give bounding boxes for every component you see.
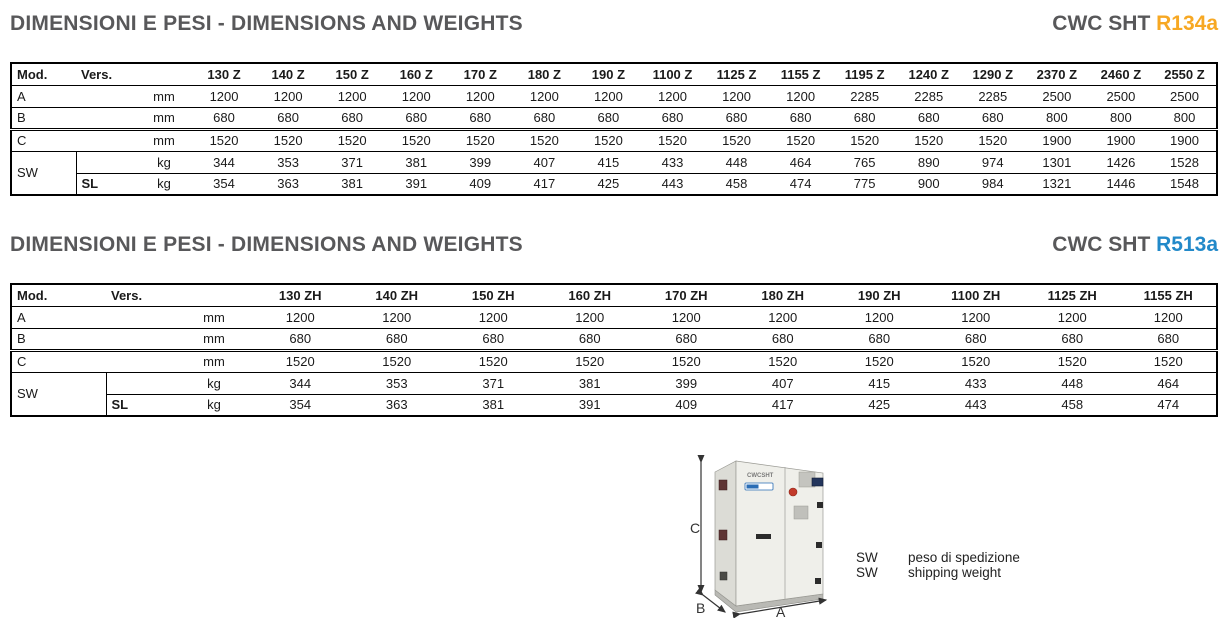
dimensions-table-r134a [10,62,1218,196]
table-row [11,129,1217,151]
model-column-header: 1100 ZH [928,284,1025,306]
value-cell: 1520 [512,129,576,151]
value-cell: 464 [1121,372,1218,394]
model-column-header: 1290 Z [961,63,1025,85]
value-cell: 680 [542,328,639,350]
value-cell: 448 [1024,372,1121,394]
model-column-header: 190 Z [576,63,640,85]
hinge [815,578,821,584]
value-cell: 344 [192,151,256,173]
value-cell: 458 [1024,394,1121,416]
hinge [817,502,823,508]
table-row [11,107,1217,129]
table-row-sw [11,372,1217,394]
value-cell: 765 [833,151,897,173]
value-cell: 1520 [831,350,928,372]
value-cell: 1520 [320,129,384,151]
value-cell: 371 [445,372,542,394]
value-cell: 890 [897,151,961,173]
red-emblem [789,488,797,496]
value-cell: 680 [384,107,448,129]
value-cell: 680 [735,328,832,350]
value-cell: 1200 [384,85,448,107]
value-cell: 363 [256,173,320,195]
value-cell: 409 [638,394,735,416]
value-cell: 1900 [1089,129,1153,151]
value-cell: 1200 [445,306,542,328]
value-cell: 407 [735,372,832,394]
value-cell: 1900 [1153,129,1217,151]
value-cell: 1200 [448,85,512,107]
value-cell: 974 [961,151,1025,173]
value-cell: 2500 [1025,85,1089,107]
value-cell: 1200 [1024,306,1121,328]
value-cell: 1520 [1024,350,1121,372]
model-column-header: 190 ZH [831,284,928,306]
model-column-header: 170 ZH [638,284,735,306]
vent-grille [794,506,808,519]
unit-illustration [690,446,850,618]
value-cell: 2285 [961,85,1025,107]
value-cell: 474 [1121,394,1218,416]
section2-title: DIMENSIONI E PESI - DIMENSIONS AND WEIGHTS [10,233,523,256]
refrigerant-r134a: R134a [1156,12,1218,35]
value-cell: 680 [705,107,769,129]
latch [719,480,727,490]
value-cell: 800 [1153,107,1217,129]
value-cell: 1321 [1025,173,1089,195]
value-cell: 680 [320,107,384,129]
row-vers [106,372,176,394]
value-cell: 680 [928,328,1025,350]
handle-slot [756,534,771,539]
value-cell: 1520 [928,350,1025,372]
row-label-sw: SW [11,151,76,195]
value-cell: 409 [448,173,512,195]
value-cell: 458 [705,173,769,195]
value-cell: 1200 [928,306,1025,328]
table-row-sl [11,173,1217,195]
model-column-header: 140 Z [256,63,320,85]
value-cell: 1548 [1153,173,1217,195]
latch [719,530,727,540]
legend-abbr: SW [856,565,878,580]
value-cell: 1200 [542,306,639,328]
model-column-header: 1125 Z [705,63,769,85]
value-cell: 680 [961,107,1025,129]
value-cell: 1200 [256,85,320,107]
value-cell: 1520 [542,350,639,372]
value-cell: 474 [769,173,833,195]
row-label: C [11,129,136,151]
value-cell: 1200 [831,306,928,328]
table-row [11,328,1217,350]
row-label: A [11,85,136,107]
row-unit: mm [176,350,252,372]
value-cell: 680 [252,328,349,350]
value-cell: 1200 [349,306,446,328]
value-cell: 417 [512,173,576,195]
row-vers-sl: SL [76,173,136,195]
model-column-header: 170 Z [448,63,512,85]
value-cell: 1520 [735,350,832,372]
value-cell: 433 [928,372,1025,394]
value-cell: 1520 [448,129,512,151]
hinge [816,542,822,548]
value-cell: 353 [349,372,446,394]
value-cell: 354 [192,173,256,195]
value-cell: 1900 [1025,129,1089,151]
model-column-header: 180 ZH [735,284,832,306]
value-cell: 1520 [445,350,542,372]
value-cell: 443 [928,394,1025,416]
value-cell: 1200 [640,85,704,107]
model-column-header: 130 Z [192,63,256,85]
model-column-header: 2370 Z [1025,63,1089,85]
value-cell: 344 [252,372,349,394]
value-cell: 680 [638,328,735,350]
value-cell: 680 [445,328,542,350]
product-name: CWC SHT [1052,233,1157,256]
manufacturer-logo-mark [747,485,759,489]
legend-text: peso di spedizione [908,550,1020,565]
mod-header: Mod. [11,63,76,85]
value-cell: 425 [831,394,928,416]
value-cell: 407 [512,151,576,173]
value-cell: 1200 [735,306,832,328]
value-cell: 1520 [640,129,704,151]
value-cell: 800 [1089,107,1153,129]
value-cell: 417 [735,394,832,416]
table-header-row [11,284,1217,306]
control-display [812,478,823,486]
value-cell: 680 [897,107,961,129]
value-cell: 680 [833,107,897,129]
value-cell: 1200 [512,85,576,107]
table-row [11,85,1217,107]
value-cell: 1446 [1089,173,1153,195]
value-cell: 1520 [384,129,448,151]
value-cell: 680 [192,107,256,129]
model-column-header: 150 Z [320,63,384,85]
value-cell: 1520 [961,129,1025,151]
model-column-header: 140 ZH [349,284,446,306]
legend-text: shipping weight [908,565,1002,580]
vers-header: Vers. [76,63,136,85]
row-label: A [11,306,176,328]
value-cell: 2500 [1089,85,1153,107]
model-column-header: 1240 Z [897,63,961,85]
value-cell: 448 [705,151,769,173]
section1-header [10,12,1218,36]
value-cell: 1520 [1121,350,1218,372]
row-unit: mm [136,85,192,107]
value-cell: 775 [833,173,897,195]
model-column-header: 2550 Z [1153,63,1217,85]
value-cell: 464 [769,151,833,173]
value-cell: 381 [445,394,542,416]
row-unit: kg [136,173,192,195]
value-cell: 371 [320,151,384,173]
model-column-header: 1155 Z [769,63,833,85]
value-cell: 381 [320,173,384,195]
model-column-header: 2460 Z [1089,63,1153,85]
row-unit: mm [136,129,192,151]
model-column-header: 1195 Z [833,63,897,85]
brand-logo-text: CWCSHT [747,473,774,479]
table-header-row [11,63,1217,85]
value-cell: 1528 [1153,151,1217,173]
value-cell: 680 [769,107,833,129]
value-cell: 1200 [192,85,256,107]
value-cell: 391 [542,394,639,416]
value-cell: 680 [349,328,446,350]
row-label: C [11,350,176,372]
value-cell: 443 [640,173,704,195]
model-column-header: 160 ZH [542,284,639,306]
model-column-header: 130 ZH [252,284,349,306]
value-cell: 1520 [576,129,640,151]
value-cell: 1200 [769,85,833,107]
value-cell: 381 [542,372,639,394]
value-cell: 1200 [320,85,384,107]
value-cell: 1520 [769,129,833,151]
value-cell: 2285 [897,85,961,107]
section1-product-title [1052,12,1218,36]
value-cell: 800 [1025,107,1089,129]
value-cell: 354 [252,394,349,416]
value-cell: 1200 [576,85,640,107]
value-cell: 1426 [1089,151,1153,173]
value-cell: 1520 [638,350,735,372]
legend-item [856,550,1020,565]
row-label: B [11,107,136,129]
value-cell: 1200 [638,306,735,328]
row-label: B [11,328,176,350]
value-cell: 984 [961,173,1025,195]
value-cell: 1520 [705,129,769,151]
dimensions-table-r513a [10,283,1218,417]
row-vers [76,151,136,173]
value-cell: 680 [576,107,640,129]
value-cell: 900 [897,173,961,195]
table-row-sl [11,394,1217,416]
refrigerant-r513a: R513a [1156,233,1218,256]
row-unit: kg [176,394,252,416]
value-cell: 381 [384,151,448,173]
value-cell: 680 [1121,328,1218,350]
value-cell: 680 [640,107,704,129]
unit-header [136,63,192,85]
table-row [11,306,1217,328]
dimension-label-a: A [776,604,786,618]
row-unit: mm [176,328,252,350]
value-cell: 399 [638,372,735,394]
value-cell: 363 [349,394,446,416]
model-column-header: 150 ZH [445,284,542,306]
value-cell: 1301 [1025,151,1089,173]
value-cell: 680 [448,107,512,129]
section2-product-title [1052,233,1218,257]
row-label-sw: SW [11,372,106,416]
model-column-header: 1100 Z [640,63,704,85]
section1-title: DIMENSIONI E PESI - DIMENSIONS AND WEIGHTS [10,12,523,35]
value-cell: 680 [256,107,320,129]
value-cell: 425 [576,173,640,195]
model-column-header: 180 Z [512,63,576,85]
value-cell: 1520 [252,350,349,372]
value-cell: 415 [831,372,928,394]
value-cell: 1520 [192,129,256,151]
value-cell: 1520 [833,129,897,151]
value-cell: 1520 [349,350,446,372]
row-unit: kg [136,151,192,173]
row-unit: mm [136,107,192,129]
sw-legend [856,550,1020,580]
value-cell: 1520 [897,129,961,151]
vers-header: Vers. [106,284,176,306]
value-cell: 2285 [833,85,897,107]
table-row-sw [11,151,1217,173]
mod-header: Mod. [11,284,106,306]
value-cell: 433 [640,151,704,173]
row-vers-sl: SL [106,394,176,416]
value-cell: 399 [448,151,512,173]
legend-abbr: SW [856,550,878,565]
legend-item [856,565,1020,580]
value-cell: 1200 [705,85,769,107]
section2-header [10,233,1218,257]
value-cell: 353 [256,151,320,173]
value-cell: 415 [576,151,640,173]
row-unit: mm [176,306,252,328]
model-column-header: 1125 ZH [1024,284,1121,306]
table-row [11,350,1217,372]
value-cell: 680 [1024,328,1121,350]
model-column-header: 1155 ZH [1121,284,1218,306]
product-name: CWC SHT [1052,12,1157,35]
unit-header [176,284,252,306]
value-cell: 391 [384,173,448,195]
dimension-label-b: B [696,600,706,616]
model-column-header: 160 Z [384,63,448,85]
value-cell: 1520 [256,129,320,151]
value-cell: 1200 [1121,306,1218,328]
unit-drawing [690,446,850,618]
value-cell: 1200 [252,306,349,328]
latch [720,572,727,580]
value-cell: 2500 [1153,85,1217,107]
value-cell: 680 [831,328,928,350]
dimension-label-c: C [690,520,701,536]
row-unit: kg [176,372,252,394]
value-cell: 680 [512,107,576,129]
